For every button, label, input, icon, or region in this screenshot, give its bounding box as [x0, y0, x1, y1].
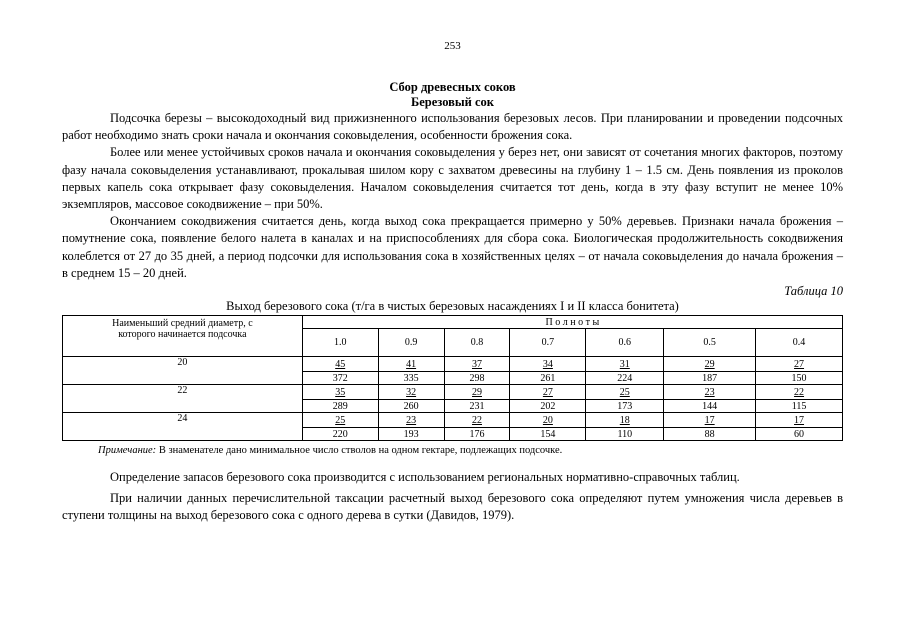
stems-cell: 261 [510, 372, 586, 385]
yield-cell: 22 [756, 385, 843, 400]
stems-cell: 110 [586, 428, 664, 441]
stems-cell: 298 [444, 372, 510, 385]
stems-cell: 193 [378, 428, 444, 441]
yield-cell: 29 [444, 385, 510, 400]
table-note [62, 444, 843, 457]
density-column-header: 0.8 [444, 329, 510, 357]
paragraph-2: Более или менее устойчивых сроков начала и окончания соковыделения у берез нет, они зависят от сочетания многих факторов, поэтому фазу начала соковыделения устанавливают, прокалывая шилом кору с захватом древесины на глубину 1 – 1.5 см. День появления из проколов первых капель сока открывает фазу соковыделения. Началом соковыделения считается тот день, когда в эту фазу вступит не менее 10% экземпляров, массовое сокодвижение – при 50%. [62, 145, 843, 212]
table-row [63, 413, 843, 428]
paragraph-4: Определение запасов березового сока производится с использованием региональных нормативно-справочных таблиц. [110, 470, 740, 485]
table-label: Таблица 10 [784, 284, 843, 299]
stems-cell: 231 [444, 400, 510, 413]
stems-cell: 173 [586, 400, 664, 413]
yield-cell: 20 [510, 413, 586, 428]
stems-cell: 88 [664, 428, 756, 441]
stems-cell: 202 [510, 400, 586, 413]
density-column-header: 1.0 [302, 329, 378, 357]
stems-cell: 289 [302, 400, 378, 413]
stems-cell: 224 [586, 372, 664, 385]
yield-cell: 41 [378, 357, 444, 372]
stems-cell: 154 [510, 428, 586, 441]
density-column-header: 0.4 [756, 329, 843, 357]
stems-cell: 335 [378, 372, 444, 385]
table-note-label: Примечание: [98, 445, 157, 457]
stems-cell: 372 [302, 372, 378, 385]
yield-cell: 18 [586, 413, 664, 428]
sap-yield-table [62, 315, 843, 441]
yield-cell: 22 [444, 413, 510, 428]
yield-cell: 17 [664, 413, 756, 428]
density-column-header: 0.6 [586, 329, 664, 357]
diameter-cell: 22 [63, 385, 303, 413]
yield-cell: 31 [586, 357, 664, 372]
stems-cell: 220 [302, 428, 378, 441]
stems-cell: 115 [756, 400, 843, 413]
paragraph-5: При наличии данных перечислительной таксации расчетный выход березового сока определяют путем умножения числа деревьев в ступени толщины на выход березового сока с одного дерева в сутки (Давидов, 1979). [62, 491, 843, 523]
density-column-header: 0.9 [378, 329, 444, 357]
stems-cell: 176 [444, 428, 510, 441]
table-note-text: В знаменателе дано минимальное число стволов на одном гектаре, подлежащих подсочке. [156, 445, 563, 457]
yield-cell: 45 [302, 357, 378, 372]
section-heading: Сбор древесных соков [389, 80, 516, 94]
stems-cell: 150 [756, 372, 843, 385]
paragraph-3: Окончанием сокодвижения считается день, когда выход сока прекращается примерно у 50% деревьев. Признаки начала брожения – помутнение сока, появление белого налета в каналах и на приспособлениях для сбора сока. Биологическая продолжительность сокодвижения колеблется от 27 до 35 дней, а период подсочки для использования сока в хозяйственных целях – от начала соковыделения до начала брожения – в среднем 15 – 20 дней. [62, 214, 843, 280]
yield-cell: 27 [510, 385, 586, 400]
yield-cell: 29 [664, 357, 756, 372]
yield-cell: 23 [378, 413, 444, 428]
table-row [63, 357, 843, 372]
diameter-cell: 24 [63, 413, 303, 441]
yield-cell: 17 [756, 413, 843, 428]
table-row [63, 385, 843, 400]
density-column-header: 0.5 [664, 329, 756, 357]
yield-cell: 35 [302, 385, 378, 400]
stems-cell: 144 [664, 400, 756, 413]
stems-cell: 187 [664, 372, 756, 385]
yield-cell: 27 [756, 357, 843, 372]
page-content [62, 80, 843, 525]
yield-cell: 25 [302, 413, 378, 428]
yield-cell: 23 [664, 385, 756, 400]
stems-cell: 260 [378, 400, 444, 413]
paragraph-1: Подсочка березы – высокодоходный вид прижизненного использования березовых лесов. При планировании и проведении подсочных работ необходимо знать сроки начала и окончания соковыделения, особенности брожения сока. [62, 111, 843, 143]
yield-cell: 37 [444, 357, 510, 372]
yield-cell: 32 [378, 385, 444, 400]
diameter-header: Наименьший средний диаметр, с которого начинается подсочка [63, 316, 303, 357]
yield-cell: 34 [510, 357, 586, 372]
yield-cell: 25 [586, 385, 664, 400]
page-number: 253 [444, 40, 461, 52]
stems-cell: 60 [756, 428, 843, 441]
table-title: Выход березового сока (т/га в чистых березовых насаждениях I и II класса бонитета) [226, 299, 679, 314]
diameter-cell: 20 [63, 357, 303, 385]
density-column-header: 0.7 [510, 329, 586, 357]
section-subheading: Березовый сок [410, 95, 495, 109]
density-group-header: П о л н о т ы [302, 316, 842, 329]
